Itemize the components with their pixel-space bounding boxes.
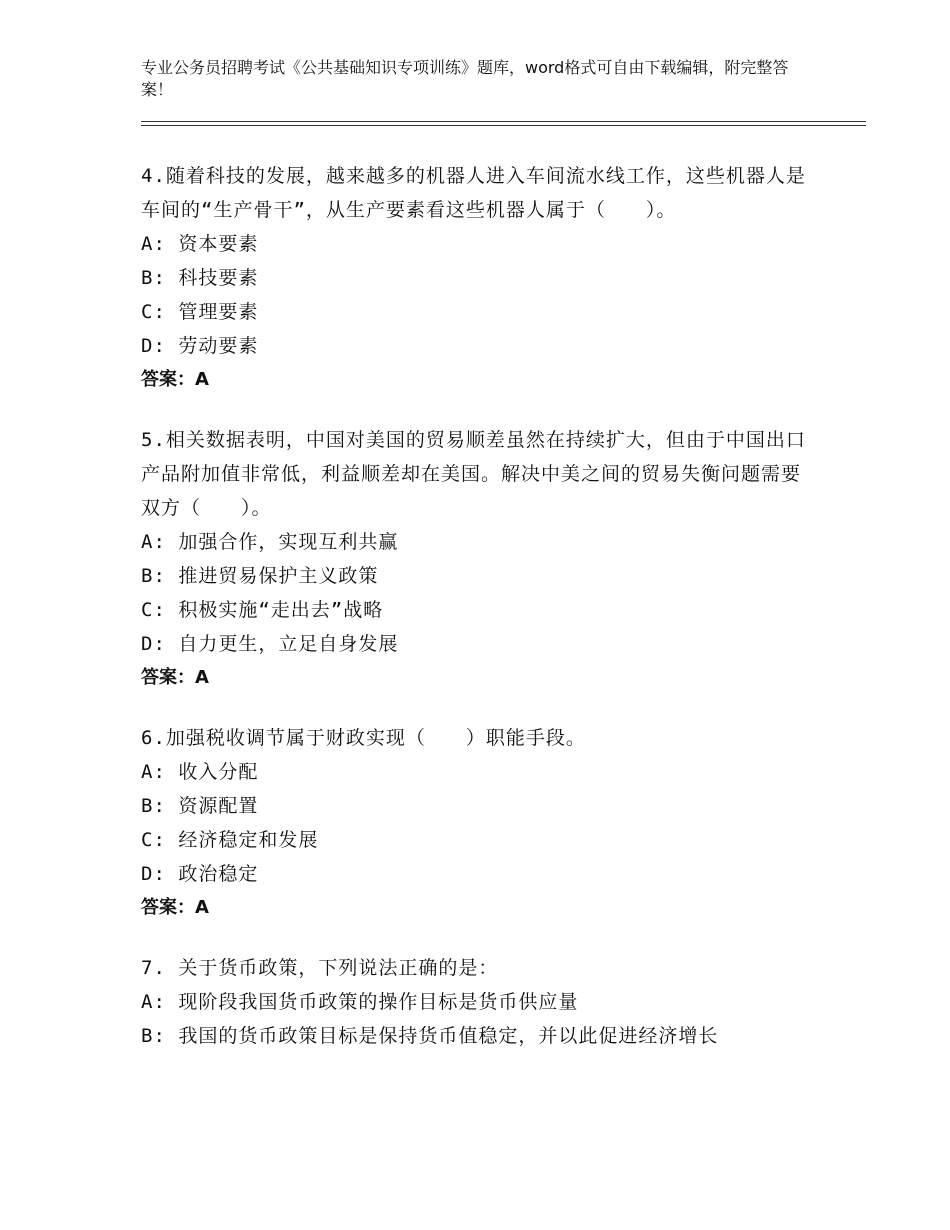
option-b: B: 科技要素	[141, 267, 259, 289]
option-d: D: 自力更生，立足自身发展	[141, 633, 399, 655]
option-b: B: 资源配置	[141, 795, 259, 817]
answer-label: 答案：A	[141, 897, 209, 918]
option-d: D: 政治稳定	[141, 863, 259, 885]
question-stem: 5.相关数据表明，中国对美国的贸易顺差虽然在持续扩大，但由于中国出口产品附加值非常低，利益顺差却在美国。解决中美之间的贸易失衡问题需要双方（ ）。	[141, 429, 806, 519]
option-a: A: 资本要素	[141, 233, 259, 255]
option-c: C: 积极实施“走出去”战略	[141, 599, 384, 621]
option-c: C: 经济稳定和发展	[141, 829, 319, 851]
question-stem: 4.随着科技的发展，越来越多的机器人进入车间流水线工作，这些机器人是车间的“生产骨干”，从生产要素看这些机器人属于（ ）。	[141, 165, 806, 221]
option-a: A: 加强合作，实现互利共赢	[141, 531, 399, 553]
page-header: 专业公务员招聘考试《公共基础知识专项训练》题库，word格式可自由下载编辑，附完整答案！	[141, 58, 789, 99]
header-divider	[141, 121, 866, 126]
answer-label: 答案：A	[141, 369, 209, 390]
question-stem: 7. 关于货币政策，下列说法正确的是：	[141, 957, 499, 979]
question-4	[141, 159, 811, 397]
answer-label: 答案：A	[141, 667, 209, 688]
question-list	[141, 159, 811, 1079]
option-c: C: 管理要素	[141, 301, 259, 323]
question-6	[141, 721, 811, 925]
option-a: A: 收入分配	[141, 761, 259, 783]
option-d: D: 劳动要素	[141, 335, 259, 357]
question-7	[141, 951, 811, 1053]
question-5	[141, 423, 811, 695]
option-b: B: 我国的货币政策目标是保持货币值稳定，并以此促进经济增长	[141, 1025, 719, 1047]
option-a: A: 现阶段我国货币政策的操作目标是货币供应量	[141, 991, 579, 1013]
option-b: B: 推进贸易保护主义政策	[141, 565, 379, 587]
question-stem: 6.加强税收调节属于财政实现（ ）职能手段。	[141, 727, 586, 749]
